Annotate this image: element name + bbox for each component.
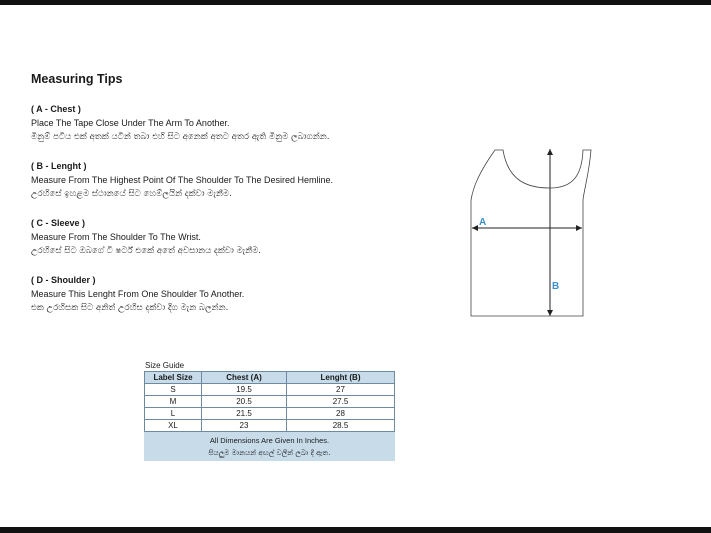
tip-text-en: Place The Tape Close Under The Arm To Another. [31,118,230,128]
tip-heading: ( D - Shoulder ) [31,275,96,285]
table-row [145,384,395,396]
tip-chest [31,102,329,144]
tip-heading: ( A - Chest ) [31,104,81,114]
table-cell: 19.5 [202,384,287,396]
note-si: සියලුම මානයන් අඟල් වලින් ලබා දී ඇත. [208,448,331,457]
table-cell: 27.5 [287,396,395,408]
tank-top-diagram [465,142,595,327]
table-cell: 20.5 [202,396,287,408]
top-border [0,0,711,5]
bottom-border [0,527,711,533]
tip-text-si: එක උරහිසක සිට අනිත් උරහිස දක්වා දිග මැන බලන්න. [31,303,229,313]
column-header: Label Size [145,372,202,384]
table-cell: S [145,384,202,396]
table-row [145,420,395,432]
size-guide-note [144,432,395,461]
table-cell: 21.5 [202,408,287,420]
length-arrow-head-top [547,149,553,155]
table-cell: L [145,408,202,420]
table-cell: 27 [287,384,395,396]
label-a: A [479,217,487,228]
table-cell: XL [145,420,202,432]
table-row [145,396,395,408]
size-table [144,371,395,432]
tip-heading: ( B - Lenght ) [31,161,87,171]
tip-sleeve [31,216,261,258]
tip-text-en: Measure This Lenght From One Shoulder To Another. [31,289,245,299]
table-header-row [145,372,395,384]
tip-length [31,159,333,201]
table-cell: 28.5 [287,420,395,432]
tank-top-outline [471,150,591,316]
tip-text-si: උරහිසේ සිට ඔබගේ ටී ෂර්ට් එකේ අතේ අවසානය දක්වා මැනීම. [31,246,262,256]
table-cell: 23 [202,420,287,432]
label-b: B [552,281,560,292]
table-cell: 28 [287,408,395,420]
size-guide-caption: Size Guide [145,361,185,370]
tip-text-en: Measure From The Shoulder To The Wrist. [31,232,201,242]
tip-text-si: මිනුම් පටිය එක් අතක් යටින් තබා එහි සිට අනෙක් අතට අතර ඇති මිනුම ලබාගන්න. [31,132,330,142]
column-header: Lenght (B) [287,372,395,384]
table-cell: M [145,396,202,408]
tip-text-si: උරහිසේ ඉහළම ස්ථානයේ සිට හෙම්ලයින් දක්වා මැනීම. [31,189,232,199]
tip-text-en: Measure From The Highest Point Of The Shoulder To The Desired Hemline. [31,175,333,185]
page-title: Measuring Tips [31,72,123,86]
column-header: Chest (A) [202,372,287,384]
note-en: All Dimensions Are Given In Inches. [209,436,330,445]
size-guide [144,360,395,461]
table-row [145,408,395,420]
tip-shoulder [31,273,244,315]
tip-heading: ( C - Sleeve ) [31,218,86,228]
